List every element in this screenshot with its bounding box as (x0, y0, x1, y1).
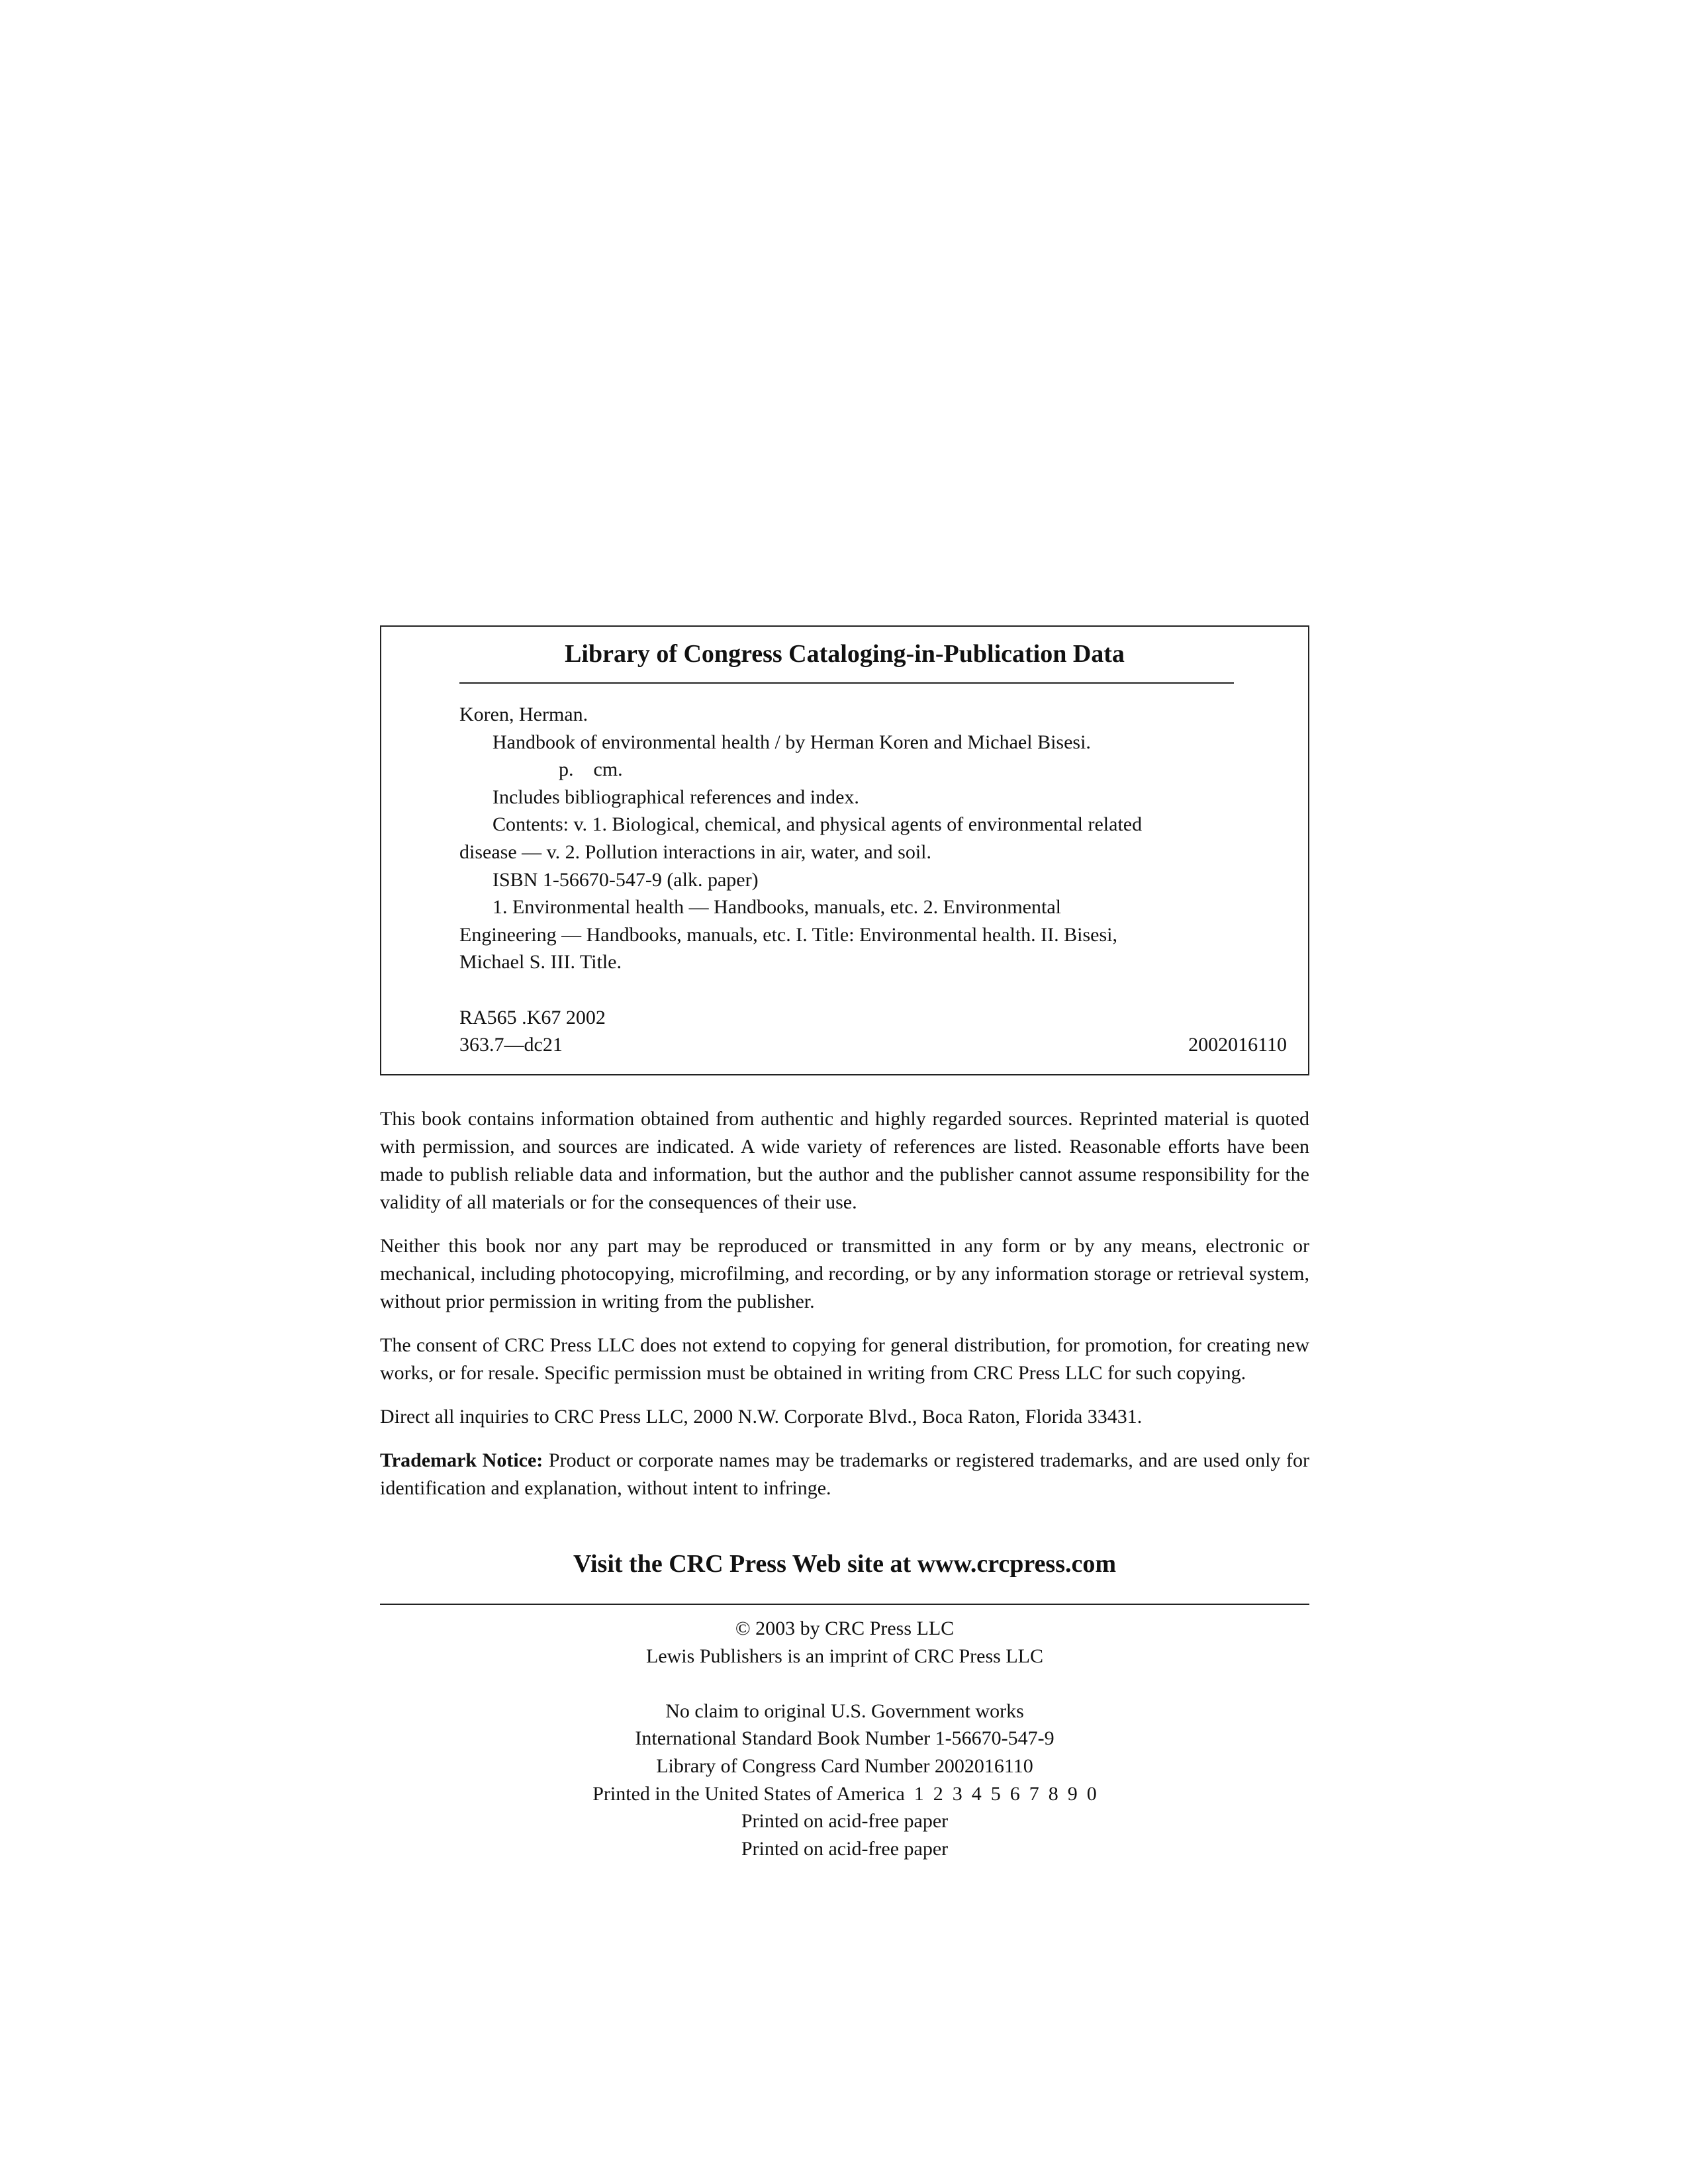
print-run-digit: 2 (933, 1782, 943, 1805)
cip-physical-description: p. cm. (559, 758, 623, 781)
print-run-digit: 3 (952, 1782, 962, 1805)
imprint-line: Lewis Publishers is an imprint of CRC Press LLC (646, 1645, 1043, 1667)
reproduction-paragraph: Neither this book nor any part may be reproduced or transmitted in any form or by any means, electronic or mechanical, including photocopying, microfilming, and recording, or by any information storage or retrieval system, without prior permission in writing from the publisher. (380, 1235, 1309, 1312)
print-run-digit: 0 (1086, 1782, 1097, 1805)
print-run-digit: 5 (990, 1782, 1001, 1805)
colophon (380, 1615, 1309, 1862)
cip-title-rule (459, 682, 1234, 684)
colophon-spacer (380, 1670, 1309, 1698)
lccn-line: Library of Congress Card Number 2002016110 (656, 1754, 1033, 1777)
cip-classification-row (459, 1031, 1287, 1059)
cip-body (459, 701, 1287, 1059)
printed-in-text: Printed in the United States of America (592, 1782, 905, 1805)
cip-call-number: RA565 .K67 2002 (459, 1006, 606, 1028)
cip-bibliography-note: Includes bibliographical references and index. (492, 786, 859, 808)
trademark-text: Product or corporate names may be trademarks or registered trademarks, and are used only for identification and explanation, without intent to infringe. (380, 1449, 1310, 1499)
cip-data-box (380, 625, 1309, 1075)
disclaimer-paragraph: This book contains information obtained from authentic and highly regarded sources. Reprinted material is quoted with permission, and sources are indicated. A wide variety of references are listed. Reasonable efforts have been made to publish reliable data and information, but the author and the publisher cannot assume responsibility for the validity of all materials or for the consequences of their use. (380, 1108, 1309, 1213)
government-works-line: No claim to original U.S. Government works (665, 1700, 1024, 1722)
cip-subjects-cont: Engineering — Handbooks, manuals, etc. I. Title: Environmental health. II. Bisesi, (459, 923, 1117, 946)
acid-free-line: Printed on acid-free paper (741, 1810, 949, 1833)
cip-lccn: 2002016110 (1188, 1034, 1287, 1056)
cip-author: Koren, Herman. (459, 704, 588, 725)
consent-paragraph: The consent of CRC Press LLC does not extend to copying for general distribution, for promotion, for creating new works, or for resale. Specific permission must be obtained in writing from CRC Press LLC for such copying. (380, 1334, 1309, 1384)
print-run-digit: 9 (1067, 1782, 1078, 1805)
cip-subjects: 1. Environmental health — Handbooks, manuals, etc. 2. Environmental (492, 896, 1061, 919)
print-run-digit: 1 (914, 1782, 924, 1805)
print-run-digit: 8 (1048, 1782, 1058, 1805)
print-run-digit: 7 (1029, 1782, 1039, 1805)
cip-spacer (459, 976, 1254, 1004)
printed-in-line (380, 1780, 1309, 1808)
cip-subjects-cont-2: Michael S. III. Title. (459, 951, 622, 974)
trademark-paragraph (380, 1447, 1309, 1502)
print-run-digits (905, 1783, 1097, 1805)
cip-contents-note: Contents: v. 1. Biological, chemical, and physical agents of environmental related (492, 813, 1143, 836)
acid-free-line-repeat: Printed on acid-free paper (741, 1837, 949, 1860)
colophon-rule (380, 1604, 1309, 1605)
cip-isbn: ISBN 1-56670-547-9 (alk. paper) (492, 868, 759, 891)
isbn-line: International Standard Book Number 1-56670-547-9 (635, 1727, 1055, 1750)
cip-dewey: 363.7—dc21 (459, 1034, 563, 1056)
print-run-digit: 6 (1009, 1782, 1020, 1805)
cip-title-statement: Handbook of environmental health / by Herman Koren and Michael Bisesi. (492, 731, 1091, 753)
website-banner: Visit the CRC Press Web site at www.crcpress.com (573, 1550, 1117, 1578)
inquiries-paragraph: Direct all inquiries to CRC Press LLC, 2000 N.W. Corporate Blvd., Boca Raton, Florida 33431. (380, 1406, 1143, 1428)
trademark-label: Trademark Notice: (380, 1449, 543, 1471)
cip-title: Library of Congress Cataloging-in-Publication Data (565, 640, 1125, 668)
cip-contents-note-cont: disease — v. 2. Pollution interactions in air, water, and soil. (459, 841, 932, 863)
print-run-digit: 4 (971, 1782, 982, 1805)
notices (380, 1105, 1309, 1518)
copyright-line: © 2003 by CRC Press LLC (735, 1617, 955, 1639)
